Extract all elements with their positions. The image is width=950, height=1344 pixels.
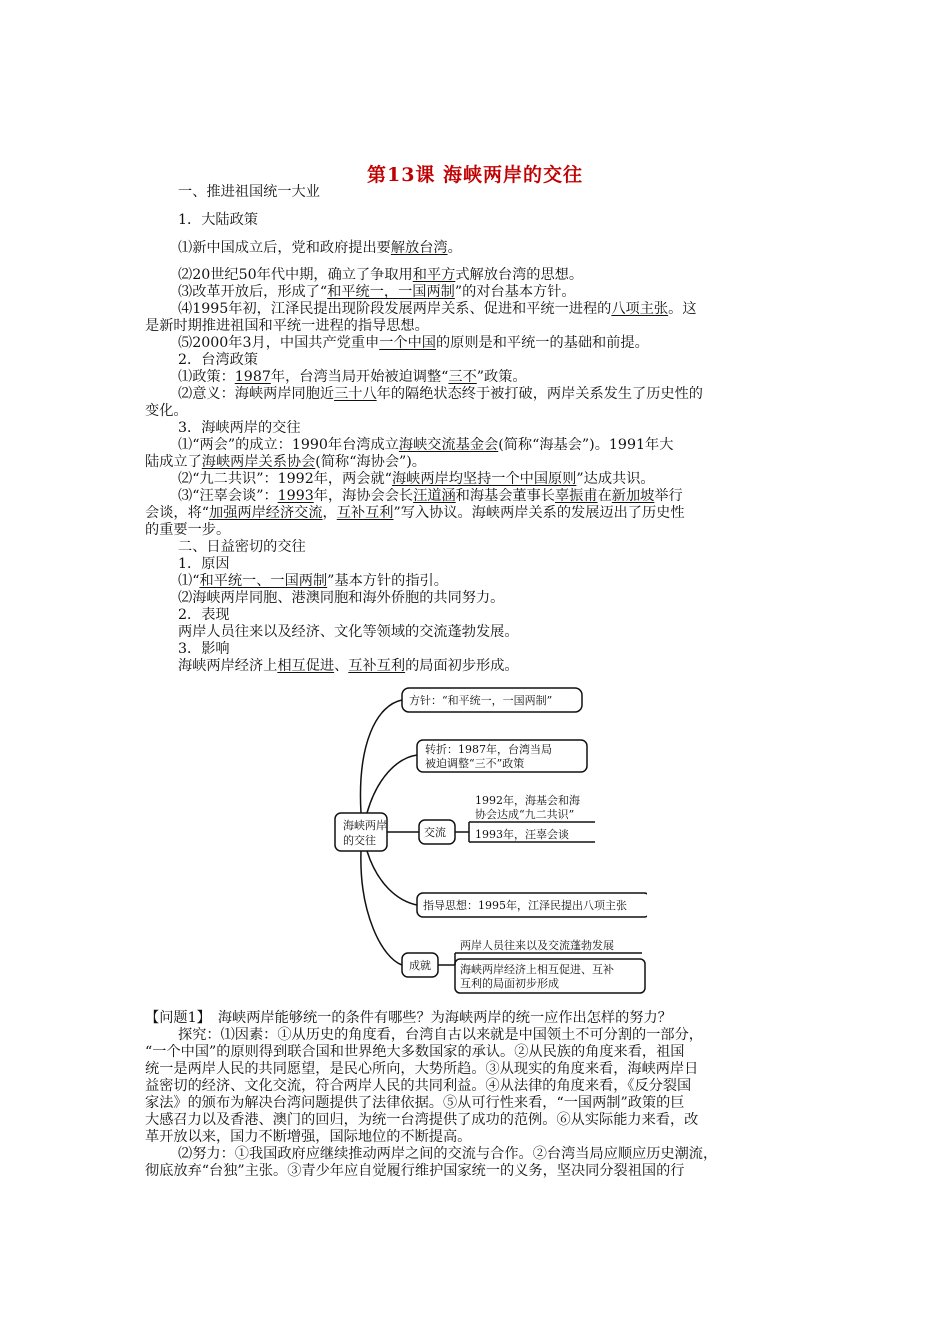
node-label-policy: 方针：“和平统一，一国两制” xyxy=(409,694,553,707)
node-label-achievement: 成就 xyxy=(409,959,431,972)
node-label-1993: 1993年，汪辜会谈 xyxy=(475,828,569,841)
text-line: 海峡两岸经济上相互促进、互补互利的局面初步形成。 xyxy=(178,658,519,674)
text-line: 变化。 xyxy=(145,403,188,419)
node-label-turning-point: 转折：1987年，台湾当局 xyxy=(425,743,552,756)
node-label-achievement-economy: 互利的局面初步形成 xyxy=(460,977,559,990)
node-label-1992: 1992年，海基会和海 xyxy=(475,794,580,807)
text-line: ⑴新中国成立后，党和政府提出要解放台湾。 xyxy=(178,240,462,256)
mind-map-diagram xyxy=(327,683,647,995)
text-line: ⑴政策：1987年，台湾当局开始被迫调整“三不”政策。 xyxy=(178,369,527,385)
section2-heading: 二、日益密切的交往 xyxy=(178,539,306,555)
text-line: ⑸2000年3月，中国共产党重申一个中国的原则是和平统一的基础和前提。 xyxy=(178,335,649,351)
answer-line: 大感召力以及香港、澳门的回归，为统一台湾提供了成功的范例。⑥从实际能力来看，改 xyxy=(145,1112,699,1128)
text-line: ⑶改革开放后，形成了“和平统一，一国两制”的对台基本方针。 xyxy=(178,284,576,300)
answer-line: ⑵努力：①我国政府应继续推动两岸之间的交流与合作。②台湾当局应顺应历史潮流， xyxy=(178,1146,718,1162)
branch-line xyxy=(367,755,417,813)
node-label-1992: 协会达成“九二共识” xyxy=(475,808,575,821)
branch-line xyxy=(360,700,402,813)
answer-line: 探究：⑴因素：①从历史的角度看，台湾自古以来就是中国领土不可分割的一部分， xyxy=(178,1027,703,1043)
subheading-taiwan-policy: 2．台湾政策 xyxy=(178,352,258,368)
subheading-reason: 1．原因 xyxy=(178,556,230,572)
text-line: ⑵“九二共识”：1992年，两会就“海峡两岸均坚持一个中国原则”达成共识。 xyxy=(178,471,655,487)
branch-line xyxy=(361,851,402,965)
text-line: 陆成立了海峡两岸关系协会(简称“海协会”)。 xyxy=(145,454,426,470)
section1-heading: 一、推进祖国统一大业 xyxy=(178,184,320,200)
answer-line: 家法》的颁布为解决台湾问题提供了法律依据。⑤从可行性来看，“一国两制”政策的巨 xyxy=(145,1095,685,1111)
answer-line: 益密切的经济、文化交流，符合两岸人民的共同利益。④从法律的角度来看，《反分裂国 xyxy=(145,1078,692,1094)
text-line: ⑵意义：海峡两岸同胞近三十八年的隔绝状态终于被打破，两岸关系发生了历史性的 xyxy=(178,386,703,402)
text-line: ⑴“和平统一、一国两制”基本方针的指引。 xyxy=(178,573,448,589)
node-label-achievement-economy: 海峡两岸经济上相互促进、互补 xyxy=(460,963,614,976)
subheading-manifestation: 2．表现 xyxy=(178,607,230,623)
text-line: ⑵海峡两岸同胞、港澳同胞和海外侨胞的共同努力。 xyxy=(178,590,505,606)
branch-line xyxy=(367,851,417,905)
text-line: ⑵20世纪50年代中期，确立了争取用和平方式解放台湾的思想。 xyxy=(178,267,584,283)
text-line: ⑷1995年初，江泽民提出现阶段发展两岸关系、促进和平统一进程的八项主张。这 xyxy=(178,301,697,317)
node-label-achievement-exchange: 两岸人员往来以及交流蓬勃发展 xyxy=(460,939,614,952)
text-line: ⑴“两会”的成立：1990年台湾成立海峡交流基金会(简称“海基会”)。1991年大 xyxy=(178,437,674,453)
answer-line: 彻底放弃“台独”主张。③青少年应自觉履行维护国家统一的义务，坚决同分裂祖国的行 xyxy=(145,1163,685,1179)
subheading-impact: 3．影响 xyxy=(178,641,230,657)
answer-line: 统一是两岸人民的共同愿望，是民心所向，大势所趋。③从现实的角度来看，海峡两岸日 xyxy=(145,1061,699,1077)
text-line: ⑶“汪辜会谈”：1993年，海协会会长汪道涵和海基会董事长辜振甫在新加坡举行 xyxy=(178,488,683,504)
answer-line: 革开放以来，国力不断增强，国际地位的不断提高。 xyxy=(145,1129,472,1145)
text-line: 会谈，将“加强两岸经济交流，互补互利”写入协议。海峡两岸关系的发展迈出了历史性 xyxy=(145,505,685,521)
subheading-cross-strait: 3．海峡两岸的交往 xyxy=(178,420,301,436)
subheading-mainland-policy: 1．大陆政策 xyxy=(178,212,258,228)
mind-map-center-label: 的交往 xyxy=(343,834,376,847)
text-line: 是新时期推进祖国和平统一进程的指导思想。 xyxy=(145,318,429,334)
text-line: 两岸人员往来以及经济、文化等领域的交流蓬勃发展。 xyxy=(178,624,519,640)
node-label-exchange: 交流 xyxy=(424,826,446,839)
node-label-guiding-thought: 指导思想：1995年，江泽民提出八项主张 xyxy=(423,899,627,912)
question-1: 【问题1】 海峡两岸能够统一的条件有哪些？为海峡两岸的统一应作出怎样的努力？ xyxy=(145,1010,672,1026)
page-title: 第13课 海峡两岸的交往 xyxy=(366,164,584,186)
text-line: 的重要一步。 xyxy=(145,522,231,538)
answer-line: “一个中国”的原则得到联合国和世界绝大多数国家的承认。②从民族的角度来看，祖国 xyxy=(145,1044,685,1060)
mind-map-center-label: 海峡两岸 xyxy=(343,819,387,832)
node-label-turning-point: 被迫调整“三不”政策 xyxy=(425,757,525,770)
